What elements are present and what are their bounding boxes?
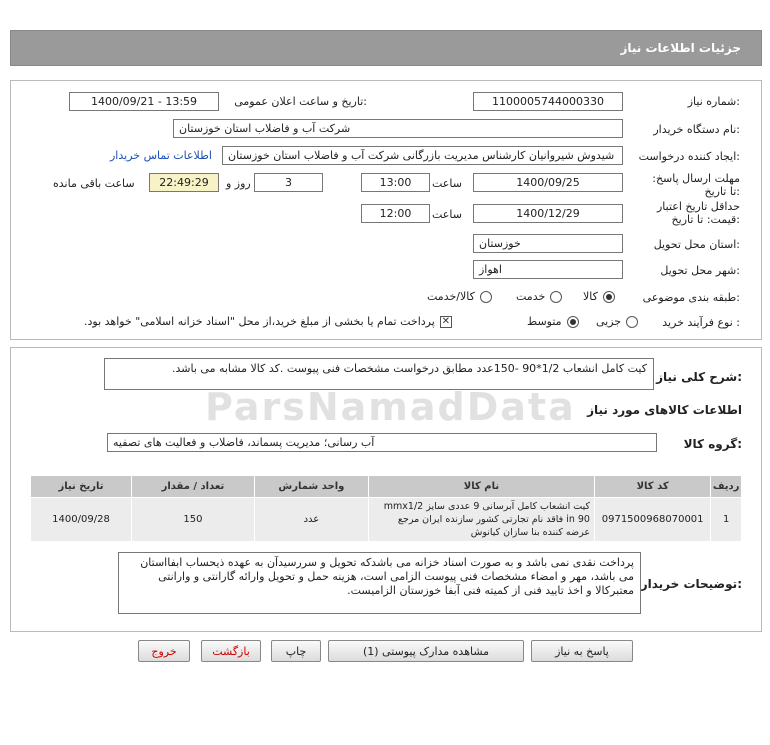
buyer-org-field: شرکت آب و فاضلاب استان خوزستان xyxy=(173,119,623,138)
category-option-goods-service[interactable]: کالا/خدمت xyxy=(427,290,492,303)
goods-group-label: گروه کالا: xyxy=(683,437,742,451)
exit-button[interactable]: خروج xyxy=(138,640,190,662)
city-label: شهر محل تحویل: xyxy=(660,264,740,277)
general-desc-box xyxy=(104,358,654,390)
days-and-label: روز و xyxy=(226,177,251,190)
radio-icon[interactable] xyxy=(567,316,579,328)
col-date-header: تاریخ نیاز xyxy=(31,476,132,498)
cell-unit: عدد xyxy=(254,498,368,542)
validity-time-label: ساعت xyxy=(432,208,462,221)
general-desc-label: شرح کلی نیاز: xyxy=(656,370,742,384)
col-qty-header: تعداد / مقدار xyxy=(131,476,254,498)
purchase-option-medium[interactable]: متوسط xyxy=(527,315,579,328)
buyer-org-label: نام دستگاه خریدار: xyxy=(653,123,740,136)
deadline-label: مهلت ارسال پاسخ: تا تاریخ: xyxy=(652,172,740,198)
cell-row: 1 xyxy=(711,498,742,542)
watermark-logo: ParsNamadData xyxy=(205,385,576,429)
items-table xyxy=(30,475,742,542)
category-option-service[interactable]: خدمت xyxy=(516,290,562,303)
category-option-goods[interactable]: کالا xyxy=(583,290,615,303)
buyer-notes-label: توضیحات خریدار: xyxy=(640,577,742,591)
general-desc-text: کیت کامل انشعاب 1/2*90 -150عدد مطابق درخواست مشخصات فنی پیوست .کد کالا مشابه می باشد. xyxy=(172,362,647,375)
need-number-field: 1100005744000330 xyxy=(473,92,623,111)
validity-label: حداقل تاریخ اعتبار قیمت: تا تاریخ: xyxy=(656,200,740,226)
back-button[interactable]: بازگشت xyxy=(201,640,261,662)
items-table-wrap xyxy=(30,475,742,542)
table-header-row xyxy=(31,476,742,498)
purchase-type-label: نوع فرآیند خرید : xyxy=(662,316,740,329)
province-label: استان محل تحویل: xyxy=(653,238,740,251)
deadline-time-label: ساعت xyxy=(432,177,462,190)
announce-label: تاریخ و ساعت اعلان عمومی: xyxy=(234,95,367,108)
creator-field: شیدوش شیروانیان کارشناس مدیریت بازرگانی شرکت آب و فاضلاب استان خوزستان xyxy=(222,146,623,165)
col-name-header: نام کالا xyxy=(368,476,594,498)
deadline-date-field: 1400/09/25 xyxy=(473,173,623,192)
table-row xyxy=(31,498,742,542)
cell-date: 1400/09/28 xyxy=(31,498,132,542)
reply-button[interactable]: پاسخ به نیاز xyxy=(531,640,633,662)
deadline-time-field: 13:00 xyxy=(361,173,430,192)
col-code-header: کد کالا xyxy=(594,476,710,498)
cell-name: کیت انشعاب کامل آبرسانی 9 عددی سایز mmx1/2 in 90 فاقد نام تجارتی کشور سازنده ایران مرجع عرضه کننده بنا سازان کیانوش xyxy=(368,498,594,542)
print-button[interactable]: چاپ xyxy=(271,640,321,662)
radio-icon[interactable] xyxy=(626,316,638,328)
category-label: طبقه بندی موضوعی: xyxy=(642,291,740,304)
remaining-time-field: 22:49:29 xyxy=(149,173,219,192)
radio-icon[interactable] xyxy=(550,291,562,303)
city-field: اهواز xyxy=(473,260,623,279)
radio-icon[interactable] xyxy=(603,291,615,303)
need-number-label: شماره نیاز: xyxy=(687,95,740,108)
goods-group-field: آب رسانی؛ مدیریت پسماند، فاضلاب و فعالیت های تصفیه xyxy=(107,433,657,452)
page-title: جزئیات اطلاعات نیاز xyxy=(620,41,741,55)
creator-label: ایجاد کننده درخواست: xyxy=(638,150,740,163)
goods-info-title: اطلاعات کالاهای مورد نیاز xyxy=(587,403,742,417)
buyer-notes-text: پرداخت نقدی نمی باشد و به صورت اسناد خزانه می باشدکه تحویل و سررسیدآن به عهده ذیحساب ابفااستان می باشد، مهر و امضاء مشخصات فنی پیوست الزامی است، هزینه حمل و تحویل وارائه گارانتی و وارانتی معتبرکالا و اخذ تایید فنی از کمیته فنی آبفا خوزستان الزامیست. xyxy=(140,556,634,597)
col-row-header: ردیف xyxy=(711,476,742,498)
radio-icon[interactable] xyxy=(480,291,492,303)
buyer-contact-link[interactable]: اطلاعات تماس خریدار xyxy=(110,149,212,162)
buyer-notes-box xyxy=(118,552,641,614)
remaining-label: ساعت باقی مانده xyxy=(53,177,135,190)
announce-field: 1400/09/21 - 13:59 xyxy=(69,92,219,111)
cell-qty: 150 xyxy=(131,498,254,542)
view-attachments-button[interactable]: مشاهده مدارک پیوستی (1) xyxy=(328,640,524,662)
validity-time-field: 12:00 xyxy=(361,204,430,223)
validity-date-field: 1400/12/29 xyxy=(473,204,623,223)
days-field: 3 xyxy=(254,173,323,192)
page-header xyxy=(10,30,762,66)
province-field: خوزستان xyxy=(473,234,623,253)
purchase-option-minor[interactable]: جزیی xyxy=(596,315,638,328)
cell-code: 0971500968070001 xyxy=(594,498,710,542)
treasury-payment-option[interactable]: ✕ پرداخت تمام یا بخشی از مبلغ خرید،از محل "اسناد خزانه اسلامی" خواهد بود. xyxy=(84,315,450,328)
col-unit-header: واحد شمارش xyxy=(254,476,368,498)
checkbox-icon[interactable]: ✕ xyxy=(441,315,450,327)
